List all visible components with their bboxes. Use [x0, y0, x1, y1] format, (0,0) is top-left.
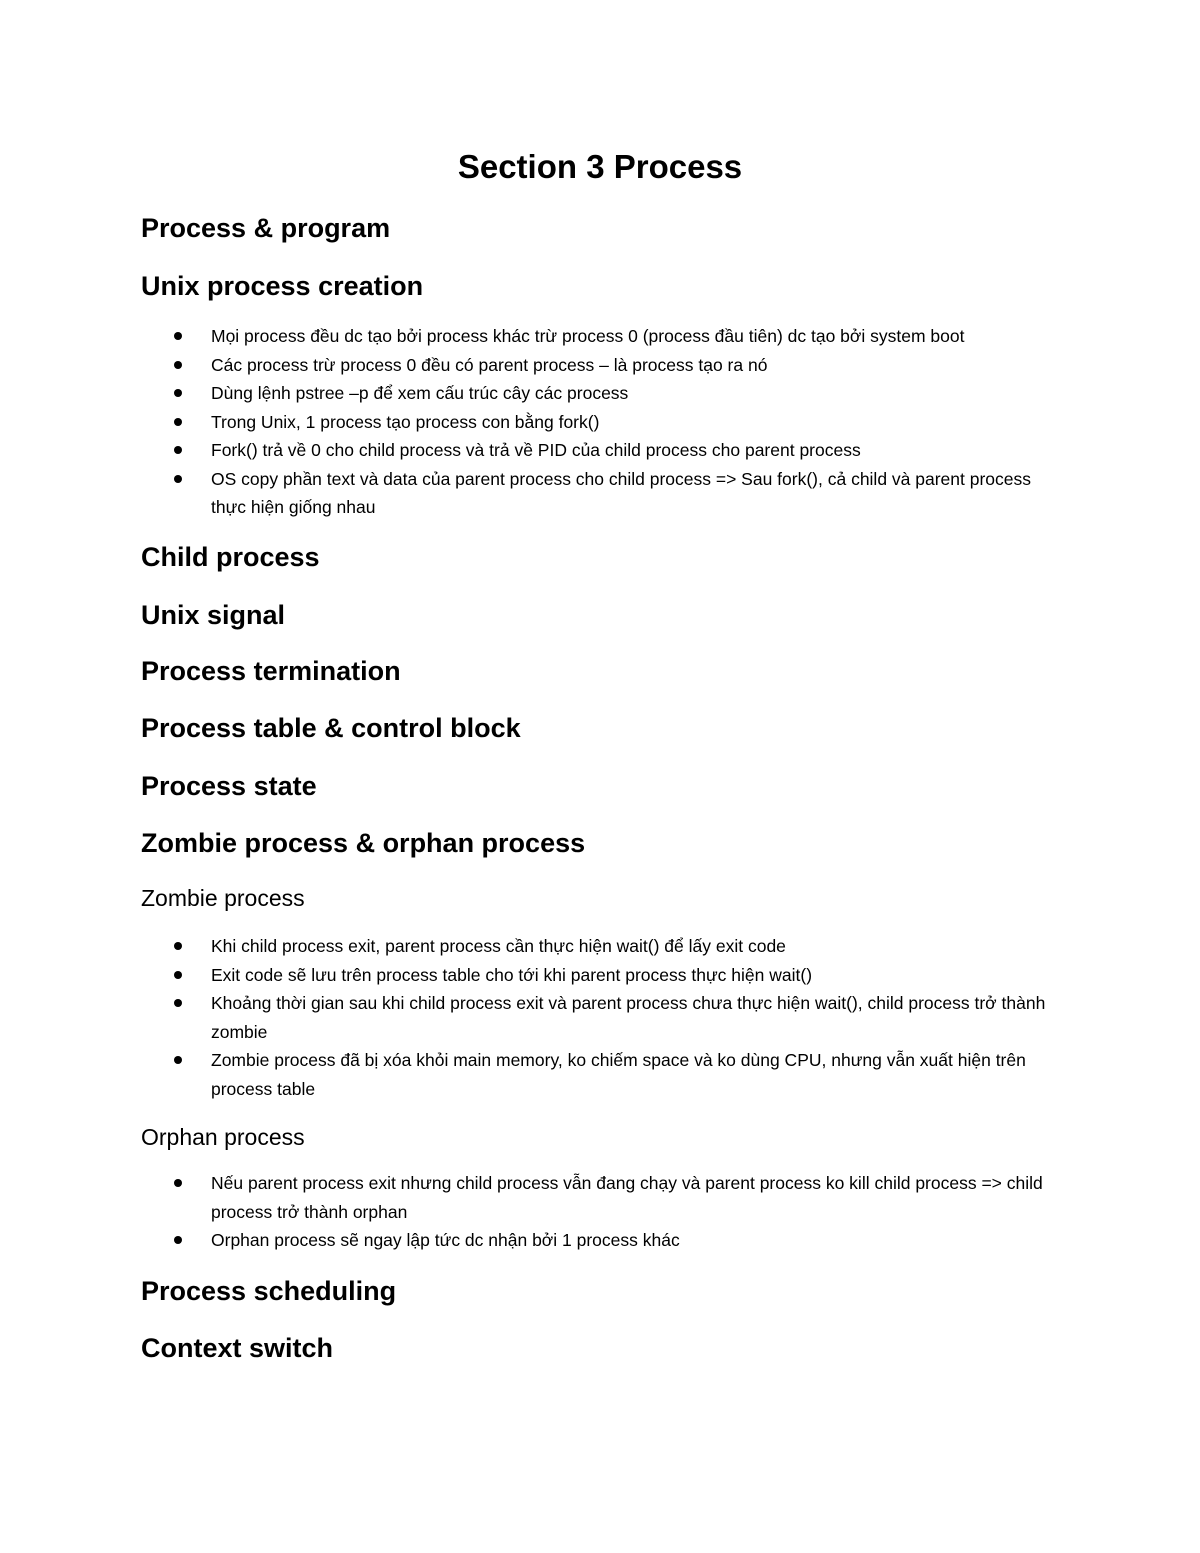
bullet-icon: [174, 999, 182, 1007]
list-item: [0, 1046, 1061, 1103]
list-item-text: Khi child process exit, parent process cần thực hiện wait() để lấy exit code: [211, 936, 786, 956]
list-item: [0, 322, 1061, 351]
heading-process-scheduling: Process scheduling: [141, 1276, 397, 1306]
subheading-orphan-process: Orphan process: [141, 1124, 305, 1150]
heading-process-termination: Process termination: [141, 656, 401, 686]
heading-context-switch: Context switch: [141, 1333, 334, 1363]
bullet-icon: [174, 942, 182, 950]
list-item: [0, 351, 1061, 380]
list-item: [0, 989, 1061, 1046]
bullet-icon: [174, 1179, 182, 1187]
list-item: [0, 436, 1061, 465]
list-item-text: Khoảng thời gian sau khi child process exit và parent process chưa thực hiện wait(), child process trở thành zombie: [211, 993, 1046, 1042]
unix-process-creation-list: [0, 322, 1061, 522]
heading-process-table-control-block: Process table & control block: [141, 713, 521, 743]
document-title: Section 3 Process: [457, 148, 743, 185]
list-item: [0, 961, 1061, 990]
list-item-text: Exit code sẽ lưu trên process table cho tới khi parent process thực hiện wait(): [211, 964, 813, 985]
bullet-icon: [174, 332, 182, 340]
list-item: [0, 465, 1061, 522]
heading-process-state: Process state: [141, 771, 317, 801]
list-item-text: Trong Unix, 1 process tạo process con bằng fork(): [211, 411, 600, 432]
list-item-text: Zombie process đã bị xóa khỏi main memory, ko chiếm space và ko dùng CPU, nhưng vẫn xuất hiện trên process table: [211, 1050, 1026, 1099]
list-item: [0, 1226, 1061, 1255]
bullet-icon: [174, 1056, 182, 1064]
list-item-text: Nếu parent process exit nhưng child process vẫn đang chạy và parent process ko kill child process => child process trở thành orphan: [211, 1173, 1043, 1222]
list-item-text: Các process trừ process 0 đều có parent process – là process tạo ra nó: [211, 354, 768, 375]
bullet-icon: [174, 389, 182, 397]
list-item: [0, 408, 1061, 437]
bullet-icon: [174, 971, 182, 979]
bullet-icon: [174, 361, 182, 369]
heading-unix-signal: Unix signal: [141, 600, 286, 630]
bullet-icon: [174, 475, 182, 483]
list-item: [0, 932, 1061, 961]
subheading-zombie-process: Zombie process: [141, 885, 305, 911]
bullet-icon: [174, 1236, 182, 1244]
orphan-process-list: [0, 1169, 1061, 1255]
heading-child-process: Child process: [141, 542, 320, 572]
heading-zombie-orphan-process: Zombie process & orphan process: [141, 828, 586, 858]
list-item-text: OS copy phần text và data của parent process cho child process => Sau fork(), cả child và parent process thực hiện giống nhau: [211, 468, 1032, 517]
list-item-text: Dùng lệnh pstree –p để xem cấu trúc cây các process: [211, 383, 629, 403]
bullet-icon: [174, 418, 182, 426]
list-item: [0, 379, 1061, 408]
bullet-icon: [174, 446, 182, 454]
list-item-text: Mọi process đều dc tạo bởi process khác trừ process 0 (process đầu tiên) dc tạo bởi system boot: [211, 326, 965, 346]
heading-unix-process-creation: Unix process creation: [141, 271, 424, 301]
list-item: [0, 1169, 1061, 1226]
heading-process-program: Process & program: [141, 213, 391, 243]
zombie-process-list: [0, 932, 1061, 1103]
list-item-text: Orphan process sẽ ngay lập tức dc nhận bởi 1 process khác: [211, 1230, 680, 1250]
list-item-text: Fork() trả về 0 cho child process và trả về PID của child process cho parent process: [211, 440, 861, 460]
